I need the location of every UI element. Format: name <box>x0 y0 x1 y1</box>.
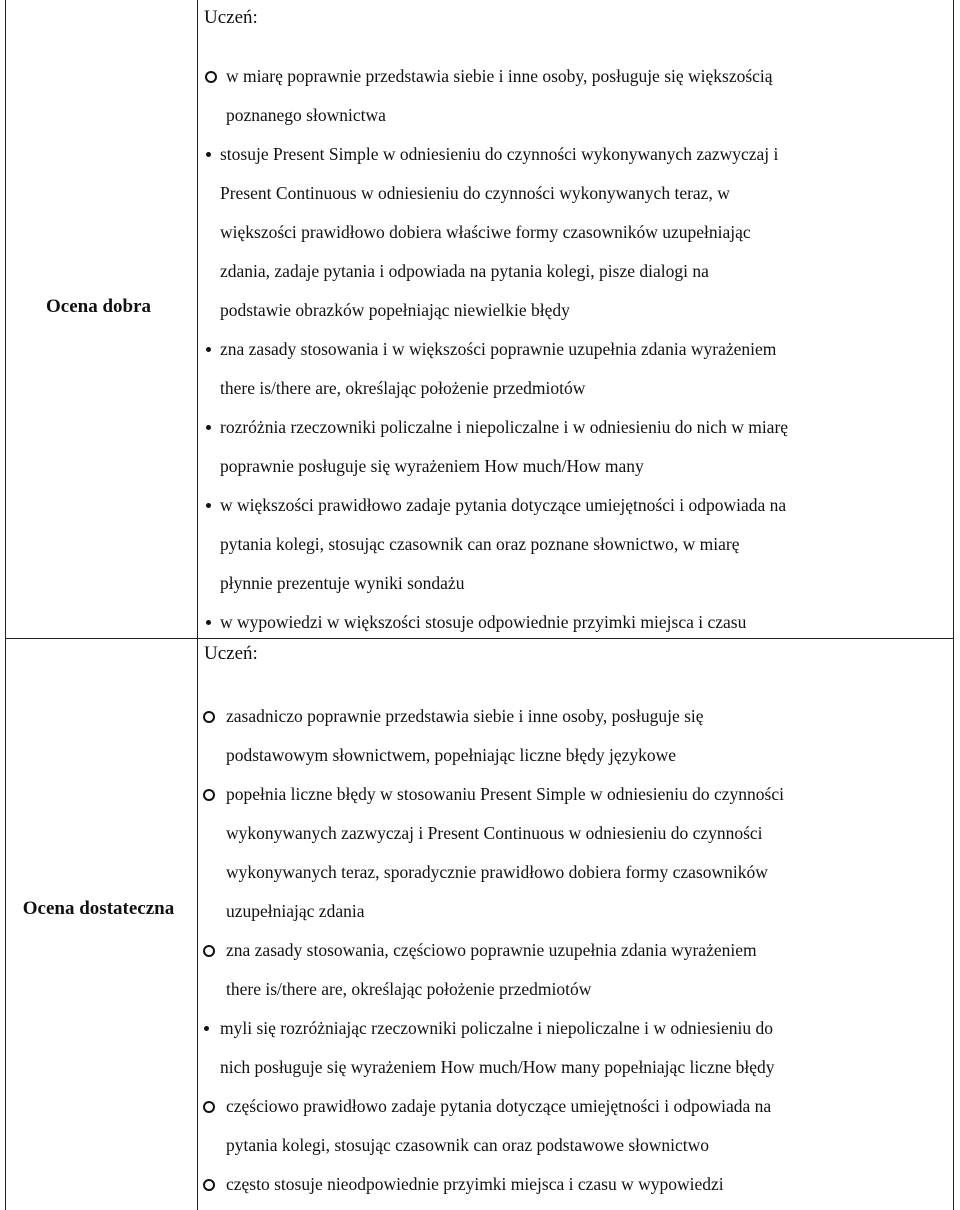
bullet-icon <box>206 620 211 625</box>
grade-label-dobra: Ocena dobra <box>45 296 152 317</box>
criterion-line: wykonywanych zazwyczaj i Present Continuous w odniesieniu do czynności <box>226 823 763 843</box>
column-divider <box>197 0 198 1210</box>
criterion-line: nich posługuje się wyrażeniem How much/How many popełniając liczne błędy <box>220 1057 775 1077</box>
criterion-line: podstawowym słownictwem, popełniając liczne błędy językowe <box>226 745 677 765</box>
criterion-line: myli się rozróżniając rzeczowniki policzalne i niepoliczalne i w odniesieniu do <box>220 1018 773 1038</box>
criterion-line: częściowo prawidłowo zadaje pytania dotyczące umiejętności i odpowiada na <box>226 1096 772 1116</box>
bullet-icon <box>205 71 217 83</box>
criterion-line: w miarę poprawnie przedstawia siebie i inne osoby, posługuje się większością <box>226 66 773 86</box>
criterion-line: wykonywanych teraz, sporadycznie prawidłowo dobiera formy czasowników <box>226 862 768 882</box>
bullet-icon <box>203 945 215 957</box>
bullet-icon <box>203 1179 215 1191</box>
bullet-icon <box>206 347 211 352</box>
table-border-left <box>5 0 6 1210</box>
criterion-line: Present Continuous w odniesieniu do czynności wykonywanych teraz, w <box>220 183 730 203</box>
bullet-icon <box>203 789 215 801</box>
intro-label: Uczeń: <box>204 643 258 664</box>
criterion-line: pytania kolegi, stosując czasownik can oraz podstawowe słownictwo <box>226 1135 710 1155</box>
criterion-line: zna zasady stosowania i w większości poprawnie uzupełnia zdania wyrażeniem <box>220 339 777 359</box>
criterion-line: there is/there are, określając położenie przedmiotów <box>220 378 586 398</box>
criterion-line: uzupełniając zdania <box>226 901 365 921</box>
criterion-line: często stosuje nieodpowiednie przyimki miejsca i czasu w wypowiedzi <box>226 1174 724 1194</box>
criterion-line: w większości prawidłowo zadaje pytania dotyczące umiejętności i odpowiada na <box>220 495 787 515</box>
criterion-line: zasadniczo poprawnie przedstawia siebie i inne osoby, posługuje się <box>226 706 704 726</box>
intro-label: Uczeń: <box>204 7 258 28</box>
bullet-icon <box>203 1101 215 1113</box>
bullet-icon <box>206 425 211 430</box>
grade-label-dostateczna: Ocena dostateczna <box>22 898 175 919</box>
criterion-line: stosuje Present Simple w odniesieniu do czynności wykonywanych zazwyczaj i <box>220 144 779 164</box>
criterion-line: zna zasady stosowania, częściowo poprawnie uzupełnia zdania wyrażeniem <box>226 940 757 960</box>
criterion-line: pytania kolegi, stosując czasownik can oraz poznane słownictwo, w miarę <box>220 534 740 554</box>
criterion-line: poznanego słownictwa <box>226 105 386 125</box>
criterion-line: rozróżnia rzeczowniki policzalne i niepoliczalne i w odniesieniu do nich w miarę <box>220 417 789 437</box>
criterion-line: podstawie obrazków popełniając niewielkie błędy <box>220 300 570 320</box>
criterion-line: zdania, zadaje pytania i odpowiada na pytania kolegi, pisze dialogi na <box>220 261 709 281</box>
criterion-line: popełnia liczne błędy w stosowaniu Present Simple w odniesieniu do czynności <box>226 784 784 804</box>
bullet-icon <box>203 711 215 723</box>
criterion-line: większości prawidłowo dobiera właściwe formy czasowników uzupełniając <box>220 222 751 242</box>
criterion-line: poprawnie posługuje się wyrażeniem How much/How many <box>220 456 644 476</box>
criterion-line: w wypowiedzi w większości stosuje odpowiednie przyimki miejsca i czasu <box>220 612 747 632</box>
table-border-right <box>953 0 954 1210</box>
bullet-icon <box>204 1026 209 1031</box>
bullet-icon <box>206 152 211 157</box>
bullet-icon <box>206 503 211 508</box>
criterion-line: płynnie prezentuje wyniki sondażu <box>220 573 465 593</box>
criterion-line: there is/there are, określając położenie przedmiotów <box>226 979 592 999</box>
